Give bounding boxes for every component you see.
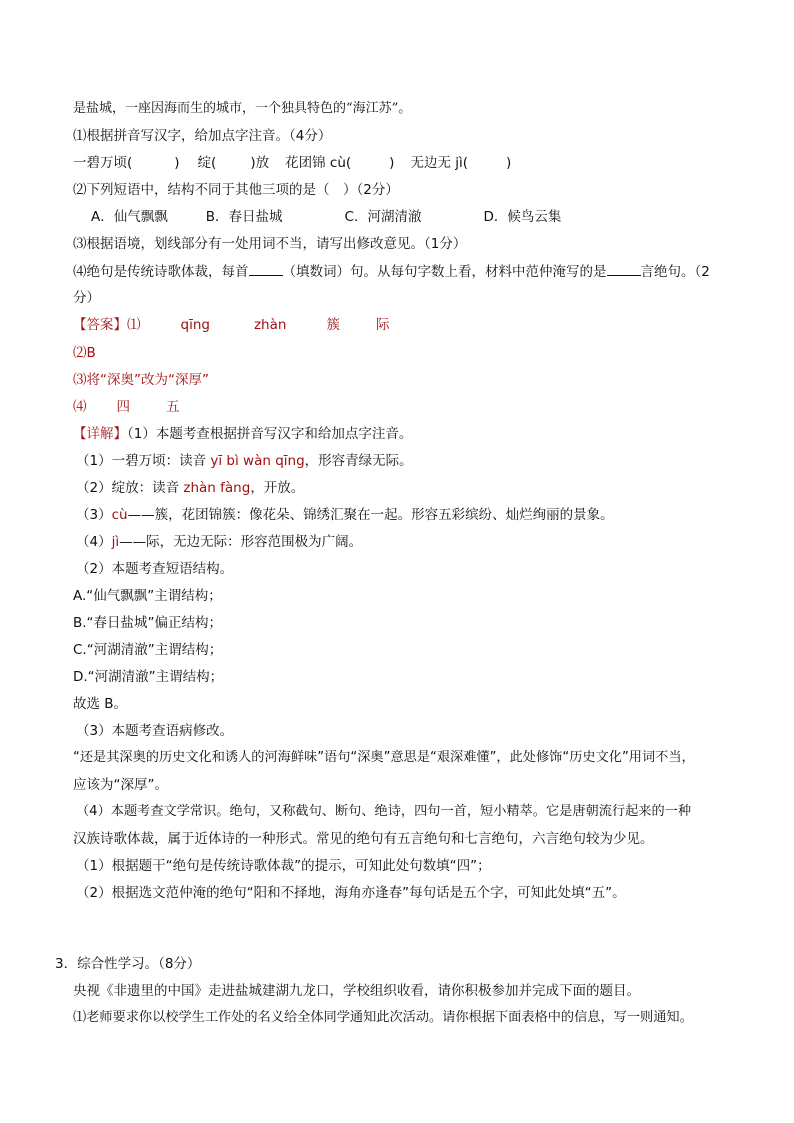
detail-line-14: 应该为“深厚”。 [73,777,168,793]
q2-options [91,207,561,227]
detail-line-10: D.“河湖清澈”主谓结构； [73,669,224,685]
detail-line-16: 汉族诗歌体裁，属于近体诗的一种形式。常见的绝句有五言绝句和七言绝句，六言绝句较为少见。 [73,831,654,847]
q2-stem: ⑵下列短语中，结构不同于其他三项的是（ ）（2分） [73,182,399,198]
option-a: A．仙气飘飘 [91,209,168,225]
answer-label: 【答案】⑴ [73,317,141,333]
blank-2 [607,261,641,276]
q1-item-2: 绽( [197,155,217,171]
answer-line-3: ⑶将“深奥”改为“深厚” [73,372,209,388]
q4-line: ⑷绝句是传统诗歌体裁，每首 （填数词）句。从每句字数上看，材料中范仲淹写的是 言绝句。（2 [73,261,710,282]
section-3-para-2: ⑴老师要求你以校学生工作处的名义给全体同学通知此次活动。请你根据下面表格中的信息，写一则通知。 [73,1010,693,1025]
q1-item-1: 一碧万顷( [73,155,133,171]
detail-line-12: （3）本题考查语病修改。 [76,723,234,739]
option-c: C．河湖清澈 [344,209,422,225]
detail-line-3: （2）绽放：读音 zhàn fàng，开放。 [76,480,305,496]
option-d: D．候鸟云集 [483,209,562,225]
detail-line-15: （4）本题考查文学常识。绝句，又称截句、断句、绝诗，四句一首，短小精萃。它是唐朝流行起来的一种 [76,804,692,819]
answer-line-4: ⑷ 四 五 [73,399,180,415]
q1-items: 一碧万顷( ) 绽( )放 花团锦 cù( ) 无边无 jì( ) [73,155,512,171]
detail-line-13: “还是其深奥的历史文化和诱人的河海鲜味”语句“深奥”意思是“艰深难懂”，此处修饰“历史文化”用词不当， [73,750,695,765]
q1-stem: ⑴根据拼音写汉字，给加点字注音。（4分） [73,128,332,144]
q3-stem: ⑶根据语境，划线部分有一处用词不当，请写出修改意见。（1分） [73,236,467,252]
q4-line-2: 分） [73,290,100,306]
detail-label: 【详解】 [73,426,127,442]
blank-1 [249,261,283,276]
intro-line: 是盐城，一座因海而生的城市，一个独具特色的“海江苏”。 [73,101,412,116]
detail-line-18: （2）根据选文范仲淹的绝句“阳和不择地，海角亦逢春”每句话是五个字，可知此处填“五”。 [76,885,626,901]
q1-item-3: 花团锦 cù( [285,155,352,171]
answer-line-1: 【答案】⑴ qīng zhàn 簇 际 [73,317,390,333]
detail-line-1: 【详解】（1）本题考查根据拼音写汉字和给加点字注音。 [73,426,413,442]
detail-line-8: B.“春日盐城”偏正结构； [73,615,223,631]
detail-line-11: 故选 B。 [73,696,128,712]
detail-line-17: （1）根据题干“绝句是传统诗歌体裁”的提示，可知此处句数填“四”； [76,858,491,874]
detail-line-4: （3）cù——簇，花团锦簇：像花朵、锦绣汇聚在一起。形容五彩缤纷、灿烂绚丽的景象。 [76,507,614,523]
q1-item-4: 无边无 jì( [410,155,469,171]
answer-line-2: ⑵B [73,345,96,361]
detail-line-6: （2）本题考查短语结构。 [76,561,234,577]
detail-line-9: C.“河湖清澈”主谓结构； [73,642,223,658]
section-3-title: 3．综合性学习。（8分） [55,956,201,972]
detail-line-2: （1）一碧万顷：读音 yī bì wàn qīng，形容青绿无际。 [76,453,413,469]
section-3-para-1: 央视《非遗里的中国》走进盐城建湖九龙口，学校组织收看，请你积极参加并完成下面的题目。 [73,983,640,999]
detail-line-5: （4）jì——际，无边无际：形容范围极为广阔。 [76,534,363,550]
detail-line-7: A.“仙气飘飘”主谓结构； [73,588,222,604]
option-b: B．春日盐城 [205,209,283,225]
